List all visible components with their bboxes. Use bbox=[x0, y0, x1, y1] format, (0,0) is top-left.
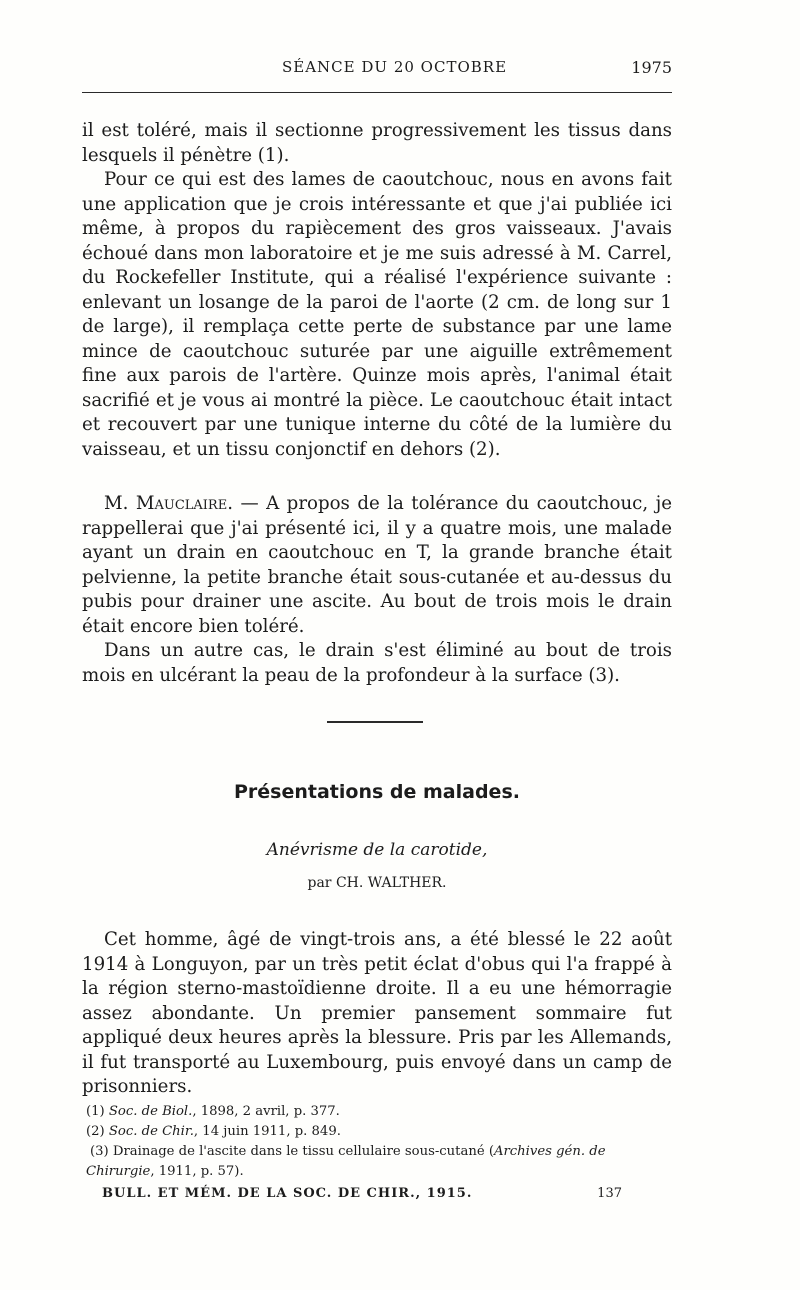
paragraph-3 bbox=[82, 492, 672, 639]
paragraph-1: il est toléré, mais il sectionne progressivement les tissus dans lesquels il pénètre (1). bbox=[82, 120, 672, 166]
footnote-3-source: Archives gén. bbox=[493, 1144, 586, 1159]
page-footer bbox=[102, 1186, 622, 1206]
sheet-number: 137 bbox=[597, 1186, 622, 1201]
speaker-name: M. Mauclaire. bbox=[104, 493, 233, 514]
footnote-1-number: (1) bbox=[86, 1104, 105, 1119]
footnote-2-number: (2) bbox=[86, 1124, 105, 1139]
article-subtitle: Anévrisme de la carotide, bbox=[266, 840, 488, 860]
paragraph-4: Dans un autre cas, le drain s'est éliminé au bout de trois mois en ulcérant la peau de la profondeur à la surface (3). bbox=[82, 640, 672, 686]
section-title: Présentations de malades. bbox=[234, 781, 520, 803]
footnote-3-ref: , 1911, p. 57). bbox=[150, 1164, 244, 1179]
footnote-3 bbox=[82, 1142, 672, 1182]
footnotes bbox=[82, 1102, 672, 1182]
running-header bbox=[82, 58, 672, 84]
journal-signature: BULL. ET MÉM. DE LA SOC. DE CHIR., 1915. bbox=[102, 1186, 473, 1201]
header-title: SÉANCE DU 20 OCTOBRE bbox=[282, 58, 508, 76]
text-block-mauclaire bbox=[82, 492, 672, 688]
footnote-1 bbox=[82, 1102, 672, 1122]
footnote-1-ref: , 1898, 2 avril, p. 377. bbox=[192, 1104, 340, 1119]
text-block-case bbox=[82, 928, 672, 1100]
footnote-3-text: Drainage de l'ascite dans le tissu cellulaire sous-cutané ( bbox=[108, 1144, 494, 1159]
article-byline: par CH. WALTHER. bbox=[307, 875, 447, 891]
paragraph-2: Pour ce qui est des lames de caoutchouc, nous en avons fait une application que je crois intéressante et que j'ai publiée ici même, à propos du rapiècement des gros vaisseaux. J'avais échoué dans mon laboratoire et je me suis adressé à M. Carrel, du Rockefeller Institute, qui a réalisé l'expérience suivante : enlevant un losange de la paroi de l'aorte (2 cm. de long sur 1 de large), il remplaça cette perte de substance par une lame mince de caoutchouc suturée par une aiguille extrêmement fine aux parois de l'artère. Quinze mois après, l'animal était sacrifié et je vous ai montré la pièce. Le caoutchouc était intact et recouvert par une tunique interne du côté de la lumière du vaisseau, et un tissu conjonctif en dehors (2). bbox=[82, 169, 672, 460]
footnote-3-number: (3) bbox=[90, 1144, 109, 1159]
footnote-2-ref: , 14 juin 1911, p. 849. bbox=[193, 1124, 341, 1139]
paragraph-3-text: — A propos de la tolérance du caoutchouc, je rappellerai que j'ai présenté ici, il y a quatre mois, une malade ayant un drain en caoutchouc en T, la grande branche était pelvienne, la petite branche était sous-cutanée et au-dessus du pubis pour drainer une ascite. Au bout de trois mois le drain était encore bien toléré. bbox=[82, 493, 672, 637]
footnote-2-source: Soc. de Chir. bbox=[108, 1124, 194, 1139]
page-number: 1975 bbox=[631, 58, 672, 77]
header-rule bbox=[82, 92, 672, 93]
text-block-continuation bbox=[82, 119, 672, 462]
paragraph-5: Cet homme, âgé de vingt-trois ans, a été blessé le 22 août 1914 à Longuyon, par un très petit éclat d'obus qui l'a frappé à la région sterno-mastoïdienne droite. Il a eu une hémorragie assez abondante. Un premier pansement sommaire fut appliqué deux heures après la blessure. Pris par les Allemands, il fut transporté au Luxembourg, puis envoyé dans un camp de prisonniers. bbox=[82, 929, 672, 1097]
footnote-3-source-2: de Chirurgie bbox=[86, 1144, 606, 1179]
footnote-2 bbox=[82, 1122, 672, 1142]
section-separator bbox=[327, 721, 423, 723]
footnote-1-source: Soc. de Biol. bbox=[108, 1104, 193, 1119]
